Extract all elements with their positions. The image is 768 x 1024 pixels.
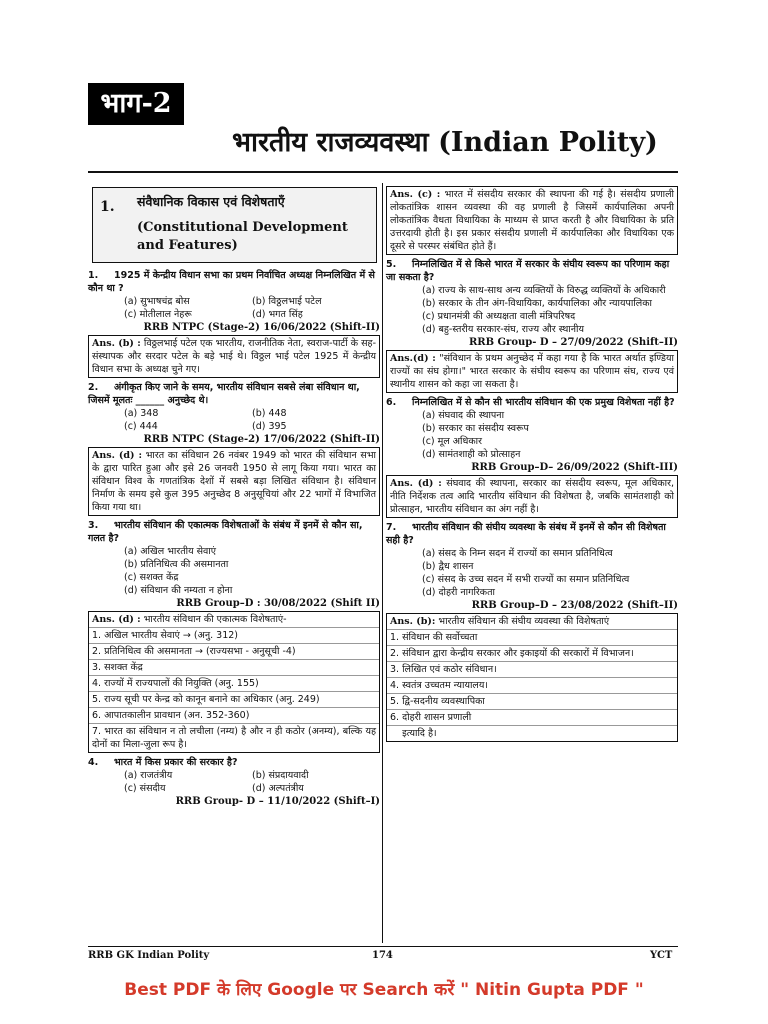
part-label: भाग-2 [88, 83, 184, 125]
answer-text: संघवाद की स्थापना, सरकार का संसदीय स्वरूप, मूल अधिकार, नीति निर्देशक तत्व आदि भारतीय संविधान की विशेषता है, जबकि सामंतशाही को प्रोत्साहन, भारतीय संविधान का अंग नहीं है। [390, 478, 674, 515]
answer-label: Ans. (b) : [92, 338, 141, 349]
answer-row: 3. लिखित एवं कठोर संविधान। [387, 662, 677, 678]
question-text: अंगीकृत किए जाने के समय, भारतीय संविधान सबसे लंबा संविधान था, जिसमें मूलतः ______ अनुच्छेद थे। [88, 382, 360, 406]
question-text: 1925 में केन्द्रीय विधान सभा का प्रथम निर्वाचित अध्यक्ष निम्नलिखित में से कौन था ? [88, 270, 375, 294]
question-number: 1. [88, 270, 99, 281]
question-6 [386, 396, 678, 409]
answer-text: भारतीय संविधान की एकात्मक विशेषताएं- [143, 614, 287, 625]
answer-label: Ans. (d) : [390, 478, 442, 489]
answer-text: "संविधान के प्रथम अनुच्छेद में कहा गया है कि भारत अर्थात इण्डिया राज्यों का संघ होगा।" भारत सरकार के संघीय स्वरूप का परिणाम संघ, राज्य एवं स्थानीय शासन को कहा जा सकता है। [390, 353, 674, 390]
answer-text: भारत में संसदीय सरकार की स्थापना की गई है। संसदीय प्रणाली लोकतांत्रिक शासन व्यवस्था की वह प्रणाली है जिसमें कार्यपालिका अपनी लोकतांत्रिक वैधता विधायिका के माध्यम से प्राप्त करती है और विधायिका के प्रति उत्तरदायी होती है। इस प्रकार संसदीय प्रणाली में कार्यपालिका और विधायिका एक दूसरे से परस्पर संबंधित होते हैं। [390, 189, 674, 252]
option: (d) दोहरी नागरिकता [422, 587, 495, 598]
question-text: भारत में किस प्रकार की सरकार है? [114, 757, 238, 768]
question-3 [88, 519, 380, 545]
question-5 [386, 258, 678, 284]
option: (a) राजतंत्रीय [124, 770, 173, 781]
option: (c) संसदीय [124, 783, 166, 794]
answer-row: 1. अखिल भारतीय सेवाएं → (अनु. 312) [89, 628, 379, 644]
answer-label: Ans. (d) : [92, 450, 143, 461]
option: (d) अल्पतंत्रीय [252, 783, 304, 794]
right-column [386, 186, 678, 742]
answer-row: 6. दोहरी शासन प्रणाली [387, 710, 677, 726]
option: (b) सरकार का संसदीय स्वरूप [422, 423, 529, 434]
question-4 [88, 756, 380, 769]
answer-row: इत्यादि है। [390, 728, 437, 739]
option: (b) द्वैध शासन [422, 561, 474, 572]
chapter-title [232, 122, 658, 159]
question-source: RRB Group- D – 27/09/2022 (Shift–II) [468, 337, 678, 348]
column-divider [382, 183, 383, 943]
page-number: 174 [372, 950, 393, 961]
option: (b) विठ्ठलभाई पटेल [252, 296, 322, 307]
question-number: 5. [386, 259, 397, 270]
answer-row: 4. स्वतंत्र उच्चतम न्यायालय। [387, 678, 677, 694]
promo-banner: Best PDF के लिए Google पर Search करें " Nitin Gupta PDF " [124, 980, 644, 1000]
question-number: 4. [88, 757, 99, 768]
option: (d) 395 [252, 421, 287, 432]
left-column [88, 269, 380, 809]
question-2-options [88, 407, 380, 433]
answer-box [88, 335, 380, 378]
answer-box [88, 611, 380, 753]
answer-row: 5. द्वि-सदनीय व्यवस्थापिका [387, 694, 677, 710]
option: (a) सुभाषचंद्र बोस [124, 296, 190, 307]
question-7 [386, 521, 678, 547]
question-source: RRB Group–D – 23/08/2022 (Shift–II) [471, 600, 678, 611]
answer-label: Ans.(d) : [390, 353, 436, 364]
option: (b) संप्रदायवादी [252, 770, 309, 781]
question-text: भारतीय संविधान की एकात्मक विशेषताओं के संबंध में इनमें से कौन सा, गलत है? [88, 520, 363, 544]
option: (a) राज्य के साथ-साथ अन्य व्यक्तियों के विरुद्ध व्यक्तियों के अधिकारी [422, 285, 666, 296]
header-rule [88, 171, 678, 173]
answer-row: 2. संविधान द्वारा केन्द्रीय सरकार और इकाइयों की सरकारों में विभाजन। [387, 646, 677, 662]
option: (d) सामंतशाही को प्रोत्साहन [422, 449, 521, 460]
option: (b) प्रतिनिधित्व की असमानता [124, 559, 229, 570]
option: (a) संसद के निम्न सदन में राज्यों का समान प्रतिनिधित्व [422, 548, 613, 559]
question-number: 6. [386, 397, 397, 408]
answer-box [386, 186, 678, 255]
option: (a) संघवाद की स्थापना [422, 410, 505, 421]
question-source: RRB NTPC (Stage-2) 17/06/2022 (Shift-II) [143, 434, 380, 445]
answer-box [386, 475, 678, 518]
option: (b) सरकार के तीन अंग-विधायिका, कार्यपालिका और न्यायपालिका [422, 298, 652, 309]
answer-row: 4. राज्यों में राज्यपालों की नियुक्ति (अनु. 155) [89, 676, 379, 692]
question-text: निम्नलिखित में से कौन सी भारतीय संविधान की एक प्रमुख विशेषता नहीं है? [412, 397, 675, 408]
section-title-hindi: संवैधानिक विकास एवं विशेषताएँ [137, 194, 285, 209]
question-number: 2. [88, 382, 99, 393]
option: (a) 348 [124, 408, 159, 419]
answer-row: 7. भारत का संविधान न तो लचीला (नम्य) है और न ही कठोर (अनम्य), बल्कि यह दोनों का मिला-जुला रूप है। [92, 726, 376, 750]
section-number: 1. [100, 199, 115, 215]
option: (d) भगत सिंह [252, 309, 303, 320]
question-source: RRB NTPC (Stage-2) 16/06/2022 (Shift-II) [143, 322, 380, 333]
answer-row: 1. संविधान की सर्वोच्चता [387, 630, 677, 646]
question-1 [88, 269, 380, 295]
question-number: 7. [386, 522, 397, 533]
option: (d) संविधान की नम्यता न होना [124, 585, 233, 596]
option: (c) मूल अधिकार [422, 436, 483, 447]
option: (d) बहु-स्तरीय सरकार-संघ, राज्य और स्थानीय [422, 324, 585, 335]
chapter-title-hindi: भारतीय राजव्यवस्था [232, 127, 429, 158]
chapter-title-english: (Indian Polity) [438, 127, 658, 158]
question-source: RRB Group–D– 26/09/2022 (Shift-III) [471, 462, 678, 473]
option: (c) मोतीलाल नेहरू [124, 309, 192, 320]
answer-text: विठ्ठलभाई पटेल एक भारतीय, राजनीतिक नेता, स्वराज-पार्टी के सह-संस्थापक और सरदार पटेल के बड़े भाई थे। विठ्ठल भाई पटेल 1925 में केन्द्रीय विधान सभा के अध्यक्ष चुने गए। [92, 338, 376, 375]
answer-label: Ans. (b): [390, 616, 436, 627]
question-number: 3. [88, 520, 99, 531]
answer-box [386, 613, 678, 742]
option: (b) 448 [252, 408, 287, 419]
footer-book-title: RRB GK Indian Polity [88, 950, 210, 961]
question-source: RRB Group- D – 11/10/2022 (Shift–I) [175, 796, 380, 807]
question-text: निम्नलिखित में से किसे भारत में सरकार के संघीय स्वरूप का परिणाम कहा जा सकता है? [386, 259, 670, 283]
option: (c) संसद के उच्च सदन में सभी राज्यों का समान प्रतिनिधित्व [422, 574, 630, 585]
question-text: भारतीय संविधान की संघीय व्यवस्था के संबंध में इनमें से कौन सी विशेषता सही है? [386, 522, 666, 546]
option: (c) प्रधानमंत्री की अध्यक्षता वाली मंत्रिपरिषद [422, 311, 576, 322]
section-title-english: (Constitutional Development and Features) [137, 220, 348, 253]
answer-row: 2. प्रतिनिधित्व की असमानता → (राज्यसभा - अनुसूची -4) [89, 644, 379, 660]
option: (a) अखिल भारतीय सेवाएं [124, 546, 217, 557]
footer-rule [88, 946, 678, 947]
answer-text: भारत का संविधान 26 नवंबर 1949 को भारत की संविधान सभा के द्वारा पारित हुआ और इसे 26 जनवरी 1950 से लागू किया गया। भारत का संविधान विश्व के गणतांत्रिक देशों में सबसे बड़ा लिखित संविधान है। संविधान निर्माण के समय इसे कुल 395 अनुच्छेद 8 अनुसूचियां और 22 भागों में विभाजित किया गया था। [92, 450, 376, 513]
answer-box [386, 350, 678, 393]
question-1-options [88, 295, 380, 321]
option: (c) 444 [124, 421, 158, 432]
answer-row: 6. आपातकालीन प्रावधान (अन. 352-360) [89, 708, 379, 724]
footer-publisher: YCT [650, 950, 673, 961]
answer-box [88, 447, 380, 516]
answer-row: 5. राज्य सूची पर केन्द्र को कानून बनाने का अधिकार (अनु. 249) [89, 692, 379, 708]
option: (c) सशक्त केंद्र [124, 572, 179, 583]
answer-label: Ans. (c) : [390, 189, 441, 200]
answer-text: भारतीय संविधान की संघीय व्यवस्था की विशेषताएं [438, 616, 610, 627]
answer-row: 3. सशक्त केंद्र [89, 660, 379, 676]
question-2 [88, 381, 380, 407]
question-source: RRB Group–D : 30/08/2022 (Shift II) [176, 598, 380, 609]
question-4-options [88, 769, 380, 795]
answer-label: Ans. (d) : [92, 614, 141, 625]
